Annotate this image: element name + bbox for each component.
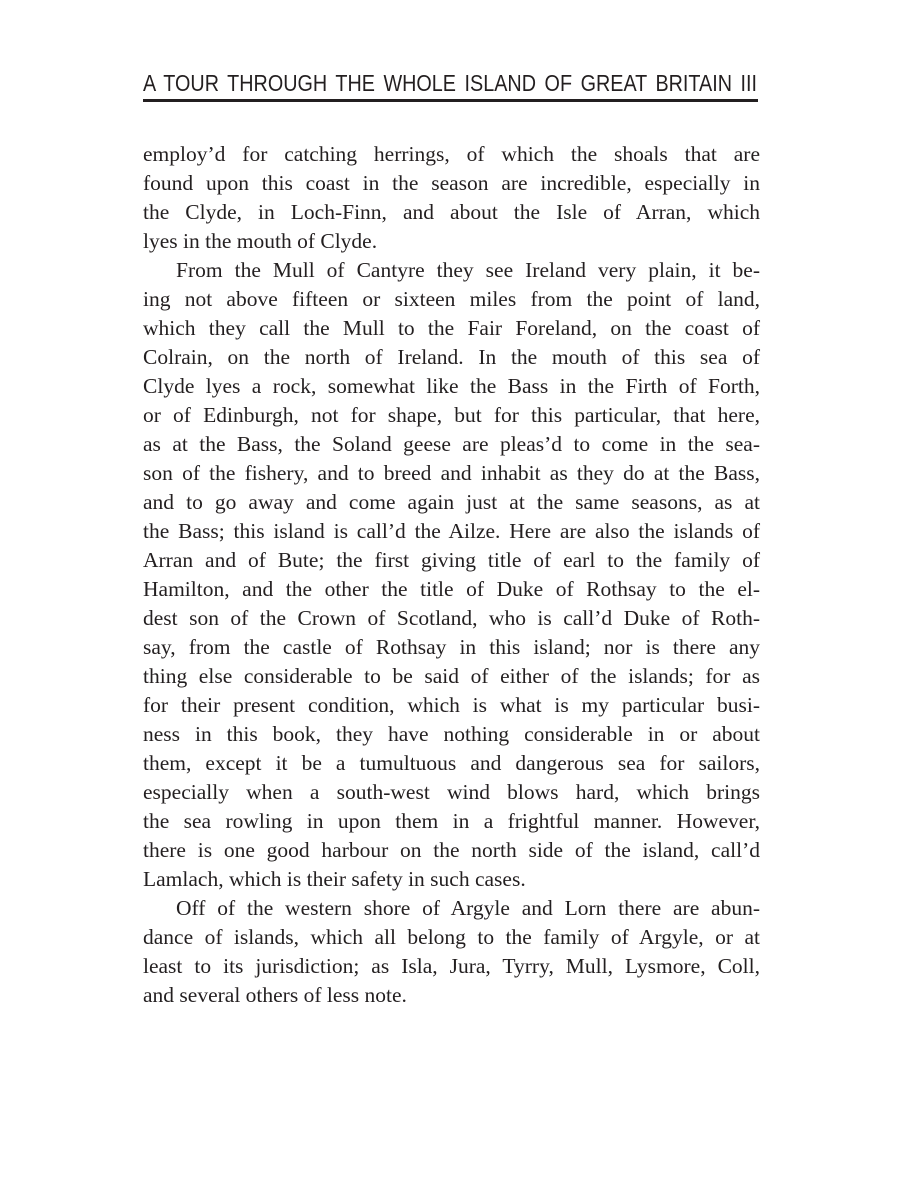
- text-line: lyes in the mouth of Clyde.: [143, 229, 378, 253]
- text-line: From the Mull of Cantyre they see Ireland very plain, it be-: [176, 258, 760, 282]
- text-line: Off of the western shore of Argyle and Lorn there are abun-: [176, 896, 760, 920]
- header-rule: [143, 99, 758, 102]
- text-line: the sea rowling in upon them in a frightful manner. However,: [143, 809, 760, 833]
- text-line: ness in this book, they have nothing considerable in or about: [143, 722, 760, 746]
- text-line: Arran and of Bute; the first giving title of earl to the family of: [143, 548, 760, 572]
- text-line: especially when a south-west wind blows hard, which brings: [143, 780, 760, 804]
- text-line: which they call the Mull to the Fair Foreland, on the coast of: [143, 316, 760, 340]
- text-line: the Bass; this island is call’d the Ailze. Here are also the islands of: [143, 519, 760, 543]
- text-line: for their present condition, which is what is my particular busi-: [143, 693, 760, 717]
- text-line: or of Edinburgh, not for shape, but for this particular, that here,: [143, 403, 760, 427]
- text-line: there is one good harbour on the north side of the island, call’d: [143, 838, 760, 862]
- text-line: as at the Bass, the Soland geese are pleas’d to come in the sea-: [143, 432, 760, 456]
- text-line: ing not above fifteen or sixteen miles from the point of land,: [143, 287, 760, 311]
- text-line: son of the fishery, and to breed and inhabit as they do at the Bass,: [143, 461, 760, 485]
- text-line: and several others of less note.: [143, 983, 407, 1007]
- running-header: A TOUR THROUGH THE WHOLE ISLAND OF GREAT BRITAIN III: [143, 70, 758, 96]
- text-line: Hamilton, and the other the title of Duke of Rothsay to the el-: [143, 577, 760, 601]
- text-line: say, from the castle of Rothsay in this island; nor is there any: [143, 635, 760, 659]
- text-line: Colrain, on the north of Ireland. In the mouth of this sea of: [143, 345, 760, 369]
- text-line: Lamlach, which is their safety in such cases.: [143, 867, 526, 891]
- page-body: [143, 140, 760, 1010]
- text-line: employ’d for catching herrings, of which the shoals that are: [143, 142, 760, 166]
- text-line: the Clyde, in Loch-Finn, and about the Isle of Arran, which: [143, 200, 760, 224]
- text-line: thing else considerable to be said of either of the islands; for as: [143, 664, 760, 688]
- text-line: dest son of the Crown of Scotland, who is call’d Duke of Roth-: [143, 606, 760, 630]
- text-line: found upon this coast in the season are incredible, especially in: [143, 171, 760, 195]
- text-line: Clyde lyes a rock, somewhat like the Bass in the Firth of Forth,: [143, 374, 760, 398]
- text-line: them, except it be a tumultuous and dangerous sea for sailors,: [143, 751, 760, 775]
- text-line: least to its jurisdiction; as Isla, Jura, Tyrry, Mull, Lysmore, Coll,: [143, 954, 760, 978]
- text-line: and to go away and come again just at the same seasons, as at: [143, 490, 760, 514]
- text-line: dance of islands, which all belong to the family of Argyle, or at: [143, 925, 760, 949]
